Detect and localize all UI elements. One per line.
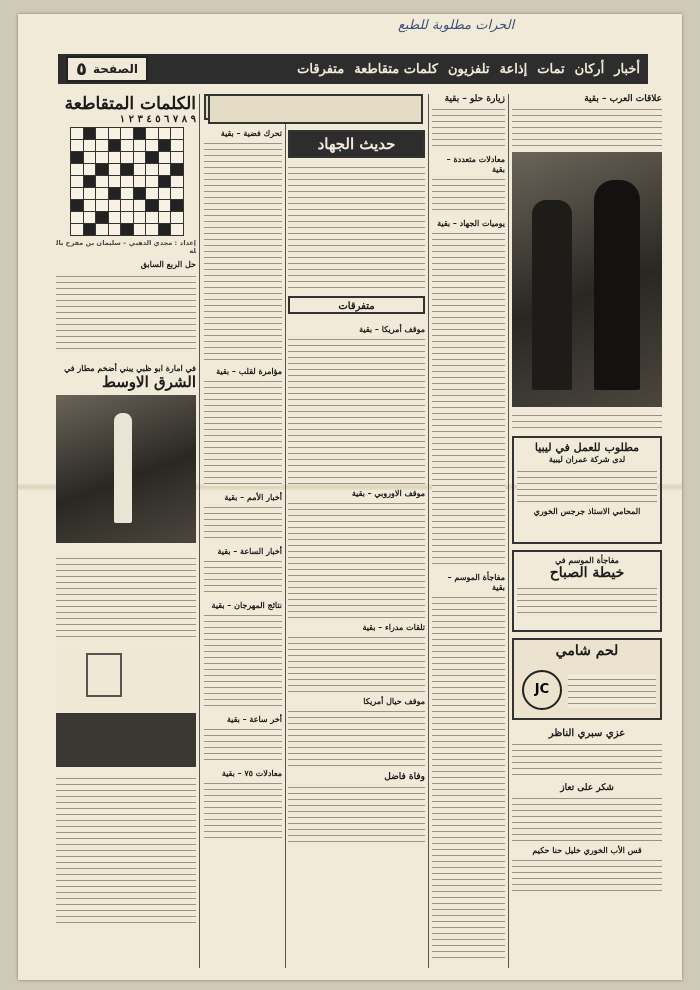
col3-head: موقف حيال أمريكا: [363, 696, 425, 706]
col3-head: وفاة فاضل: [384, 772, 425, 782]
job-ad-sub: لدى شركة عمران ليبية: [548, 454, 626, 464]
col4-head: زيارة حلو – بقية: [444, 94, 505, 104]
masthead-section: تلفزيون: [447, 61, 490, 77]
column-3: [288, 94, 425, 970]
photo1-caption-small: في امارة ابو ظبي يبني أضخم مطار في: [64, 363, 196, 373]
col2-head: أخبار الأمم – بقية: [224, 492, 282, 502]
column-4: [432, 94, 505, 970]
story-text: [204, 778, 282, 838]
notice-title: شكر على تعاز: [560, 783, 614, 793]
meat-ad-box: [512, 638, 662, 720]
story-text: [288, 632, 425, 692]
col2-head: أخر ساعة – بقية: [226, 714, 282, 724]
masthead-bar: [58, 54, 648, 84]
tailor-ad-title: خيطة الصباح: [549, 565, 625, 581]
story-text: [288, 334, 425, 484]
story-text: [517, 583, 657, 617]
story-text: [432, 104, 505, 150]
masthead-section: إذاعة: [499, 61, 528, 77]
col2-head: نتائج المهرجان – بقية: [211, 600, 282, 610]
notice-title: قس الأب الخوري خليل حنا حكيم: [532, 845, 642, 855]
sub-banner: متفرقات: [288, 296, 425, 314]
story-text: [568, 674, 656, 708]
col4-head: يوميات الجهاد – بقية: [437, 218, 505, 228]
col3-head: موقف أمريكا – بقية: [359, 324, 425, 334]
notice-title: عزي سبري الناظر: [548, 728, 626, 739]
story-text: [56, 773, 196, 923]
feature-top-banner: [208, 94, 423, 124]
tailor-ad-kicker: مفاجأة الموسم في: [555, 555, 619, 565]
story-text: [204, 610, 282, 710]
story-text: [204, 556, 282, 596]
col2-head: تحرك فضية – بقية: [220, 128, 282, 138]
col2-head: مؤامرة لقلب – بقية: [216, 366, 282, 376]
story-text: [204, 138, 282, 360]
feature-title: حديث الجهاد: [288, 130, 425, 158]
col3-head: تلقات مدراء – بقية: [362, 622, 425, 632]
masthead-section: متفرقات: [297, 61, 345, 77]
masthead-section: أخبار: [614, 61, 640, 77]
col2-head: أخبار الساعة – بقية: [217, 546, 282, 556]
page-label: الصفحة: [93, 62, 139, 76]
newspaper-page: [18, 14, 682, 980]
masthead-section: أركان: [574, 61, 605, 77]
story-text: [204, 724, 282, 764]
left-column: [56, 94, 196, 970]
job-ad-box: [512, 436, 662, 544]
column-2: [204, 94, 282, 970]
page-number-box: [66, 56, 148, 82]
lawyer-name: المحامي الاستاذ جرجس الخوري: [533, 506, 641, 516]
page-number: ٥: [76, 58, 87, 80]
story-text: [288, 162, 425, 292]
col4-head: مفاجأة الموسم – بقية: [447, 572, 505, 592]
job-ad-title: مطلوب للعمل في ليبيا: [534, 441, 640, 454]
story-text: [288, 706, 425, 766]
story-text: [512, 104, 662, 148]
meat-ad-title: لحم شامي: [555, 643, 619, 659]
story-text: [204, 502, 282, 542]
story-text: [512, 793, 662, 841]
prev-solution-heading: حل الربع السابق: [140, 259, 196, 269]
clergy-photo: [512, 152, 662, 407]
story-text: [56, 553, 196, 641]
col4-head: معادلات متعددة – بقية: [446, 154, 505, 174]
meeting-photo: [56, 647, 196, 767]
story-text: [288, 498, 425, 618]
crossword-grid: [70, 127, 184, 236]
col2-head: معادلات ٧٥ – بقية: [221, 768, 282, 778]
crossword-numbers: ٩ ٨ ٧ ٦ ٥ ٤ ٣ ٢ ١: [119, 114, 196, 125]
jc-logo: JC: [522, 670, 562, 710]
story-text: [288, 782, 425, 842]
abu-dhabi-photo: [56, 395, 196, 543]
col3-head: موقف الاوروبي – بقية: [351, 488, 425, 498]
story-text: [512, 855, 662, 895]
story-text: [204, 376, 282, 486]
handwritten-note: الحرات مطلوبة للطبع: [398, 18, 515, 33]
crossword-title: الكلمات المتقاطعة: [64, 94, 196, 114]
photo-caption-text: [512, 410, 662, 432]
column-5: [512, 94, 662, 970]
story-text: [432, 174, 505, 214]
masthead-section: تمات: [537, 61, 565, 77]
story-text: [432, 228, 505, 568]
photo1-caption-big: الشرق الاوسط: [101, 373, 196, 391]
story-text: [512, 739, 662, 779]
col5-head: علاقات العرب – بقية: [584, 94, 662, 104]
crossword-clues: [56, 271, 196, 353]
crossword-author: إعداد : مجدي الدهبي – سليمان بن مفرح بالله: [56, 239, 196, 255]
tailor-ad-box: [512, 550, 662, 632]
story-text: [517, 466, 657, 506]
story-text: [432, 592, 505, 962]
masthead-section: كلمات متقاطعة: [354, 61, 438, 77]
